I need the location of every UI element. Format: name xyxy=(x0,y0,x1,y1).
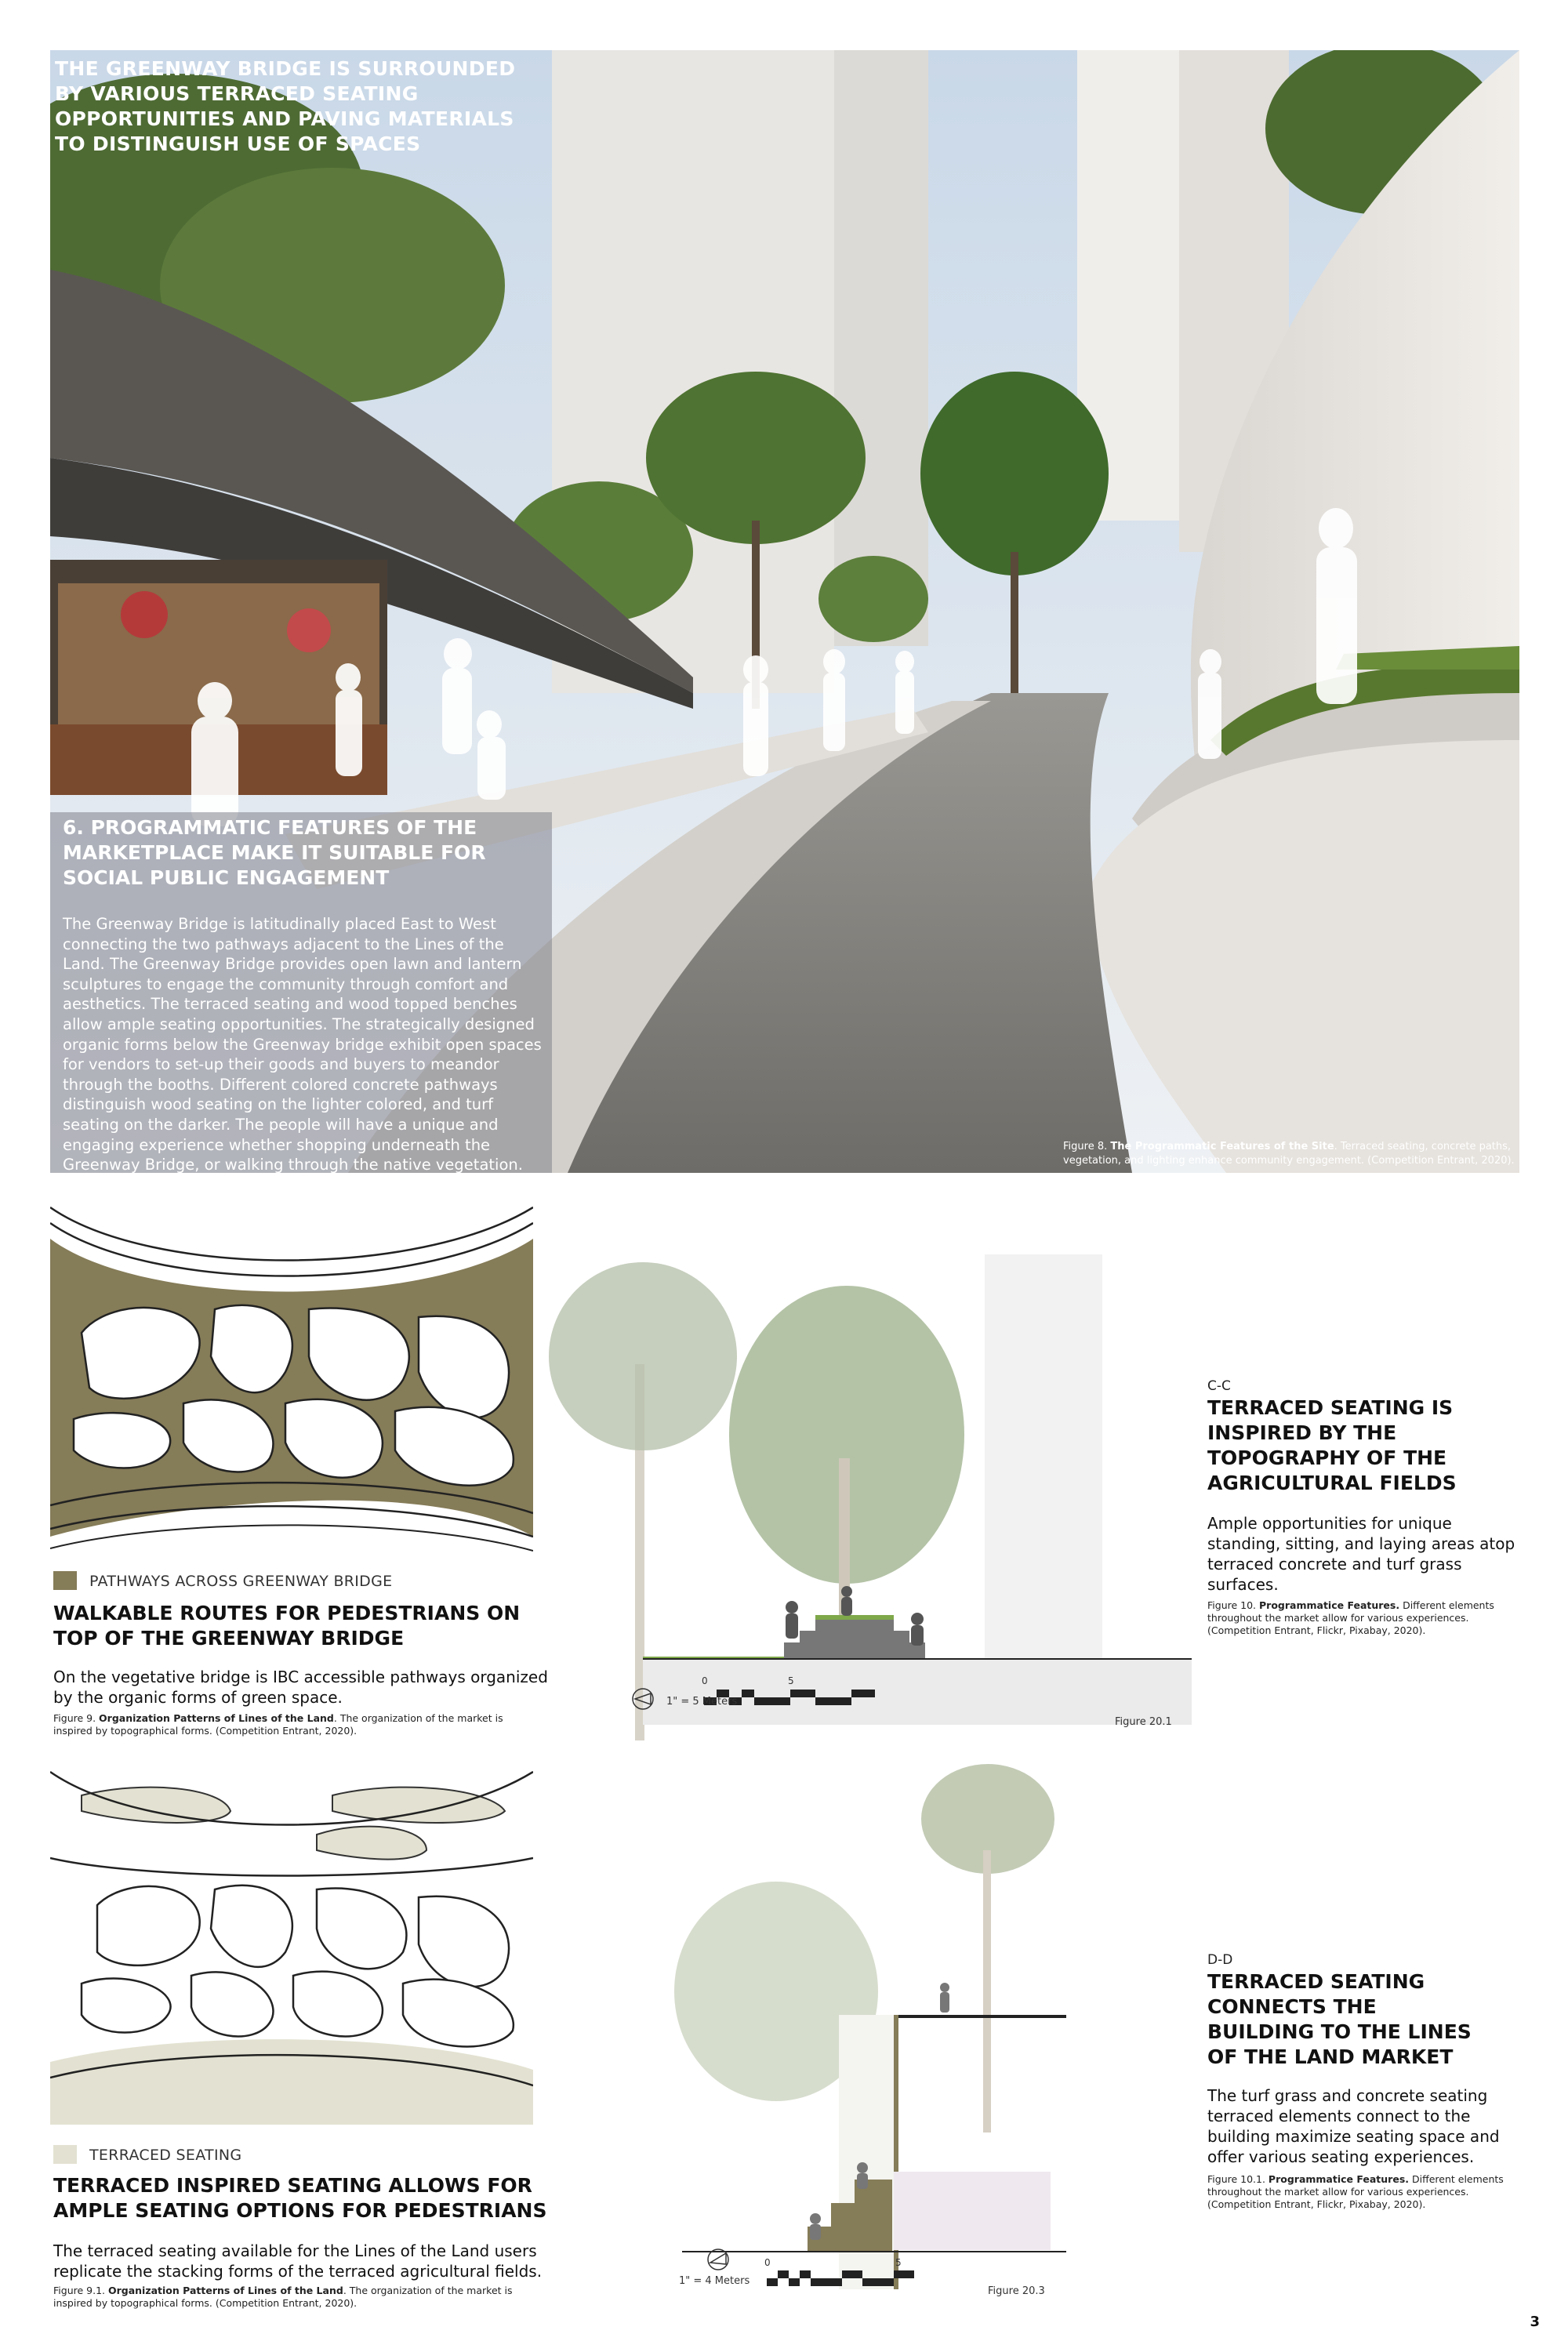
fig91-caption xyxy=(53,2285,539,2310)
figure-8-caption xyxy=(1063,1140,1518,1168)
caption-prefix: Figure 10.1. xyxy=(1207,2173,1269,2185)
caption-rest: . The organization of the market is inspired by topographical forms. (Competition Entrant, 2020). xyxy=(53,1712,503,1737)
caption-rest: Different elements throughout the market allow for various experiences. (Competition Entrant, Flickr, Pixabay, 2020). xyxy=(1207,2173,1504,2210)
caption-bold: Programmatice Features. xyxy=(1259,1599,1400,1611)
caption-rest: . Terraced seating, concrete paths, vegetation, and lighting enhance community engagement. (Competition Entrant, 2020). xyxy=(1063,1141,1515,1167)
fig91-heading: TERRACED INSPIRED SEATING ALLOWS FOR AMPLE SEATING OPTIONS FOR PEDESTRIANS xyxy=(53,2174,547,2222)
caption-bold: Organization Patterns of Lines of the Land xyxy=(107,2285,343,2296)
caption-rest: Different elements throughout the market allow for various experiences. (Competition Entrant, Flickr, Pixabay, 2020). xyxy=(1207,1599,1494,1636)
hero-title: THE GREENWAY BRIDGE IS SURROUNDED BY VARIOUS TERRACED SEATING OPPORTUNITIES AND PAVING MATERIALS TO DISTINGUISH USE OF SPACES xyxy=(55,57,516,155)
section-dd-body: The turf grass and concrete seating terraced elements connect to the building maximize seating space and offer various seating experiences. xyxy=(1207,2086,1500,2166)
pathways-plan-diagram xyxy=(50,1192,533,1552)
scale-five: 5 xyxy=(788,1675,794,1686)
scale-five: 5 xyxy=(895,2257,902,2268)
section-title: 6. PROGRAMMATIC FEATURES OF THE MARKETPLACE MAKE IT SUITABLE FOR SOCIAL PUBLIC ENGAGEMENT xyxy=(63,816,486,889)
section-dd-heading: TERRACED SEATING CONNECTS THE BUILDING TO THE LINES OF THE LAND MARKET xyxy=(1207,1970,1472,2068)
caption-bold: Programmatice Features. xyxy=(1268,2173,1410,2185)
fig91-body: The terraced seating available for the Lines of the Land users replicate the stacking forms of the terraced agricultural fields. xyxy=(53,2241,543,2281)
section-cc-drawing xyxy=(549,1223,1192,1740)
caption-prefix: Figure 9.1. xyxy=(53,2285,108,2296)
caption-bold: The Programmatic Features of the Site xyxy=(1110,1141,1334,1152)
scale-text: 1" = 4 Meters xyxy=(679,2275,750,2287)
scale-text: 1" = 5 Meters xyxy=(666,1696,738,1708)
section-dd-label: D-D xyxy=(1207,1952,1233,1968)
fig9-body: On the vegetative bridge is IBC accessible pathways organized by the organic forms of green space. xyxy=(53,1668,548,1707)
fig9-caption xyxy=(53,1712,539,1737)
section-dd-drawing xyxy=(674,1756,1066,2305)
terraced-seating-plan-diagram xyxy=(50,1764,533,2125)
figure-label: Figure 20.3 xyxy=(988,2285,1045,2297)
section-cc-label: C-C xyxy=(1207,1378,1231,1394)
legend-label-pathways: PATHWAYS ACROSS GREENWAY BRIDGE xyxy=(89,1573,393,1590)
scale-zero: 0 xyxy=(764,2257,771,2268)
legend-label-terraced: TERRACED SEATING xyxy=(89,2147,242,2164)
caption-rest: . The organization of the market is inspired by topographical forms. (Competition Entrant, 2020). xyxy=(53,2285,513,2309)
legend-swatch-terraced xyxy=(53,2145,77,2164)
caption-prefix: Figure 10. xyxy=(1207,1599,1259,1611)
caption-prefix: Figure 8. xyxy=(1063,1141,1111,1152)
figure-label: Figure 20.1 xyxy=(1115,1716,1172,1728)
section-dd-caption xyxy=(1207,2173,1521,2211)
section-cc-caption xyxy=(1207,1599,1521,1637)
section-cc-body: Ample opportunities for unique standing, sitting, and laying areas atop terraced concrete and turf grass surfaces. xyxy=(1207,1514,1515,1594)
section-cc-heading: TERRACED SEATING IS INSPIRED BY THE TOPOGRAPHY OF THE AGRICULTURAL FIELDS xyxy=(1207,1396,1457,1494)
legend-swatch-pathways xyxy=(53,1571,77,1590)
fig9-heading: WALKABLE ROUTES FOR PEDESTRIANS ON TOP OF THE GREENWAY BRIDGE xyxy=(53,1602,521,1650)
scale-zero: 0 xyxy=(702,1675,708,1686)
caption-bold: Organization Patterns of Lines of the Land xyxy=(99,1712,334,1724)
page-number: 3 xyxy=(1530,2314,1540,2330)
caption-prefix: Figure 9. xyxy=(53,1712,100,1724)
section-body: The Greenway Bridge is latitudinally placed East to West connecting the two pathways adjacent to the Lines of the Land. The Greenway Bridge provides open lawn and lantern sculptures to engage the community through comfort and aesthetics. The terraced seating and wood topped benches allow ample seating opportunities. The strategically designed organic forms below the Greenway bridge exhibit open spaces for vendors to set-up their goods and buyers to meandor through the booths. Different colored concrete pathways distinguish wood seating on the lighter colored, and turf seating on the darker. The people will have a unique and engaging experience whether shopping underneath the Greenway Bridge, or walking through the native vegetation. xyxy=(63,915,542,1174)
